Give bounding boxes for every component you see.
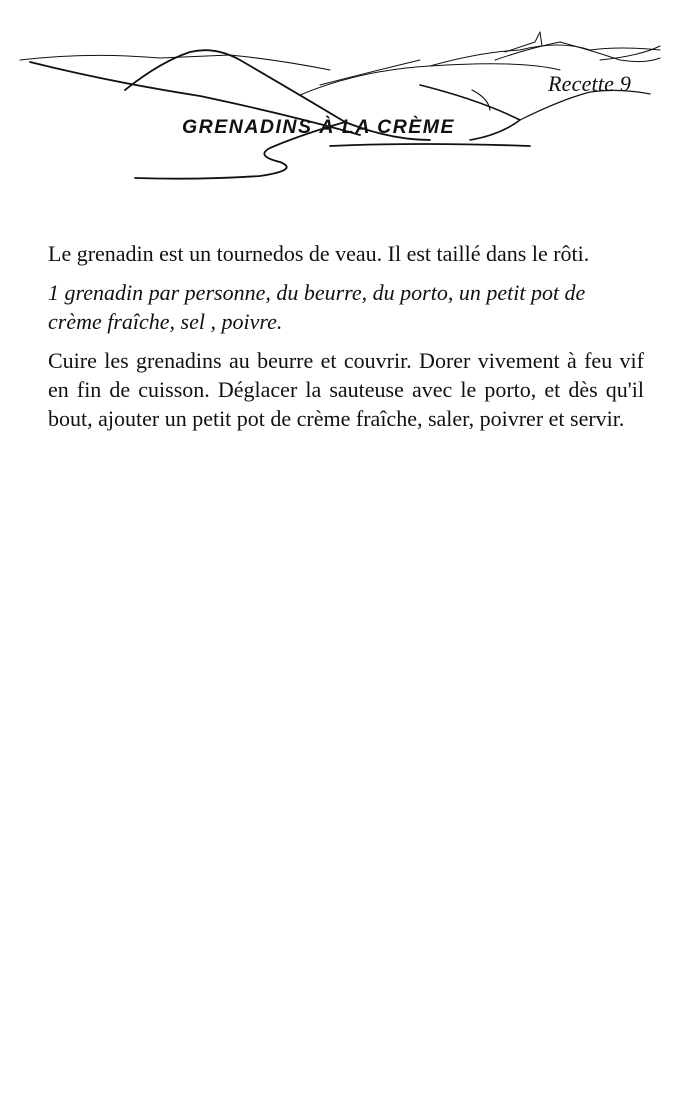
instructions-paragraph: Cuire les grenadins au beurre et couvrir. Dorer vivement à feu vif en fin de cuisson. Déglacer la sauteuse avec le porto, et dès qu'il bout, ajouter un petit pot de crème fraîche, saler, poivrer et servir.	[48, 348, 644, 431]
mountain-landscape-icon	[0, 0, 700, 200]
ingredients-paragraph: 1 grenadin par personne, du beurre, du porto, un petit pot de crème fraîche, sel , poivre.	[48, 280, 586, 334]
intro-paragraph: Le grenadin est un tournedos de veau. Il est taillé dans le rôti.	[48, 241, 590, 266]
recipe-number: Recette 9	[548, 71, 632, 96]
recipe-body	[48, 239, 644, 443]
page-title: GRENADINS À LA CRÈME	[182, 116, 456, 138]
